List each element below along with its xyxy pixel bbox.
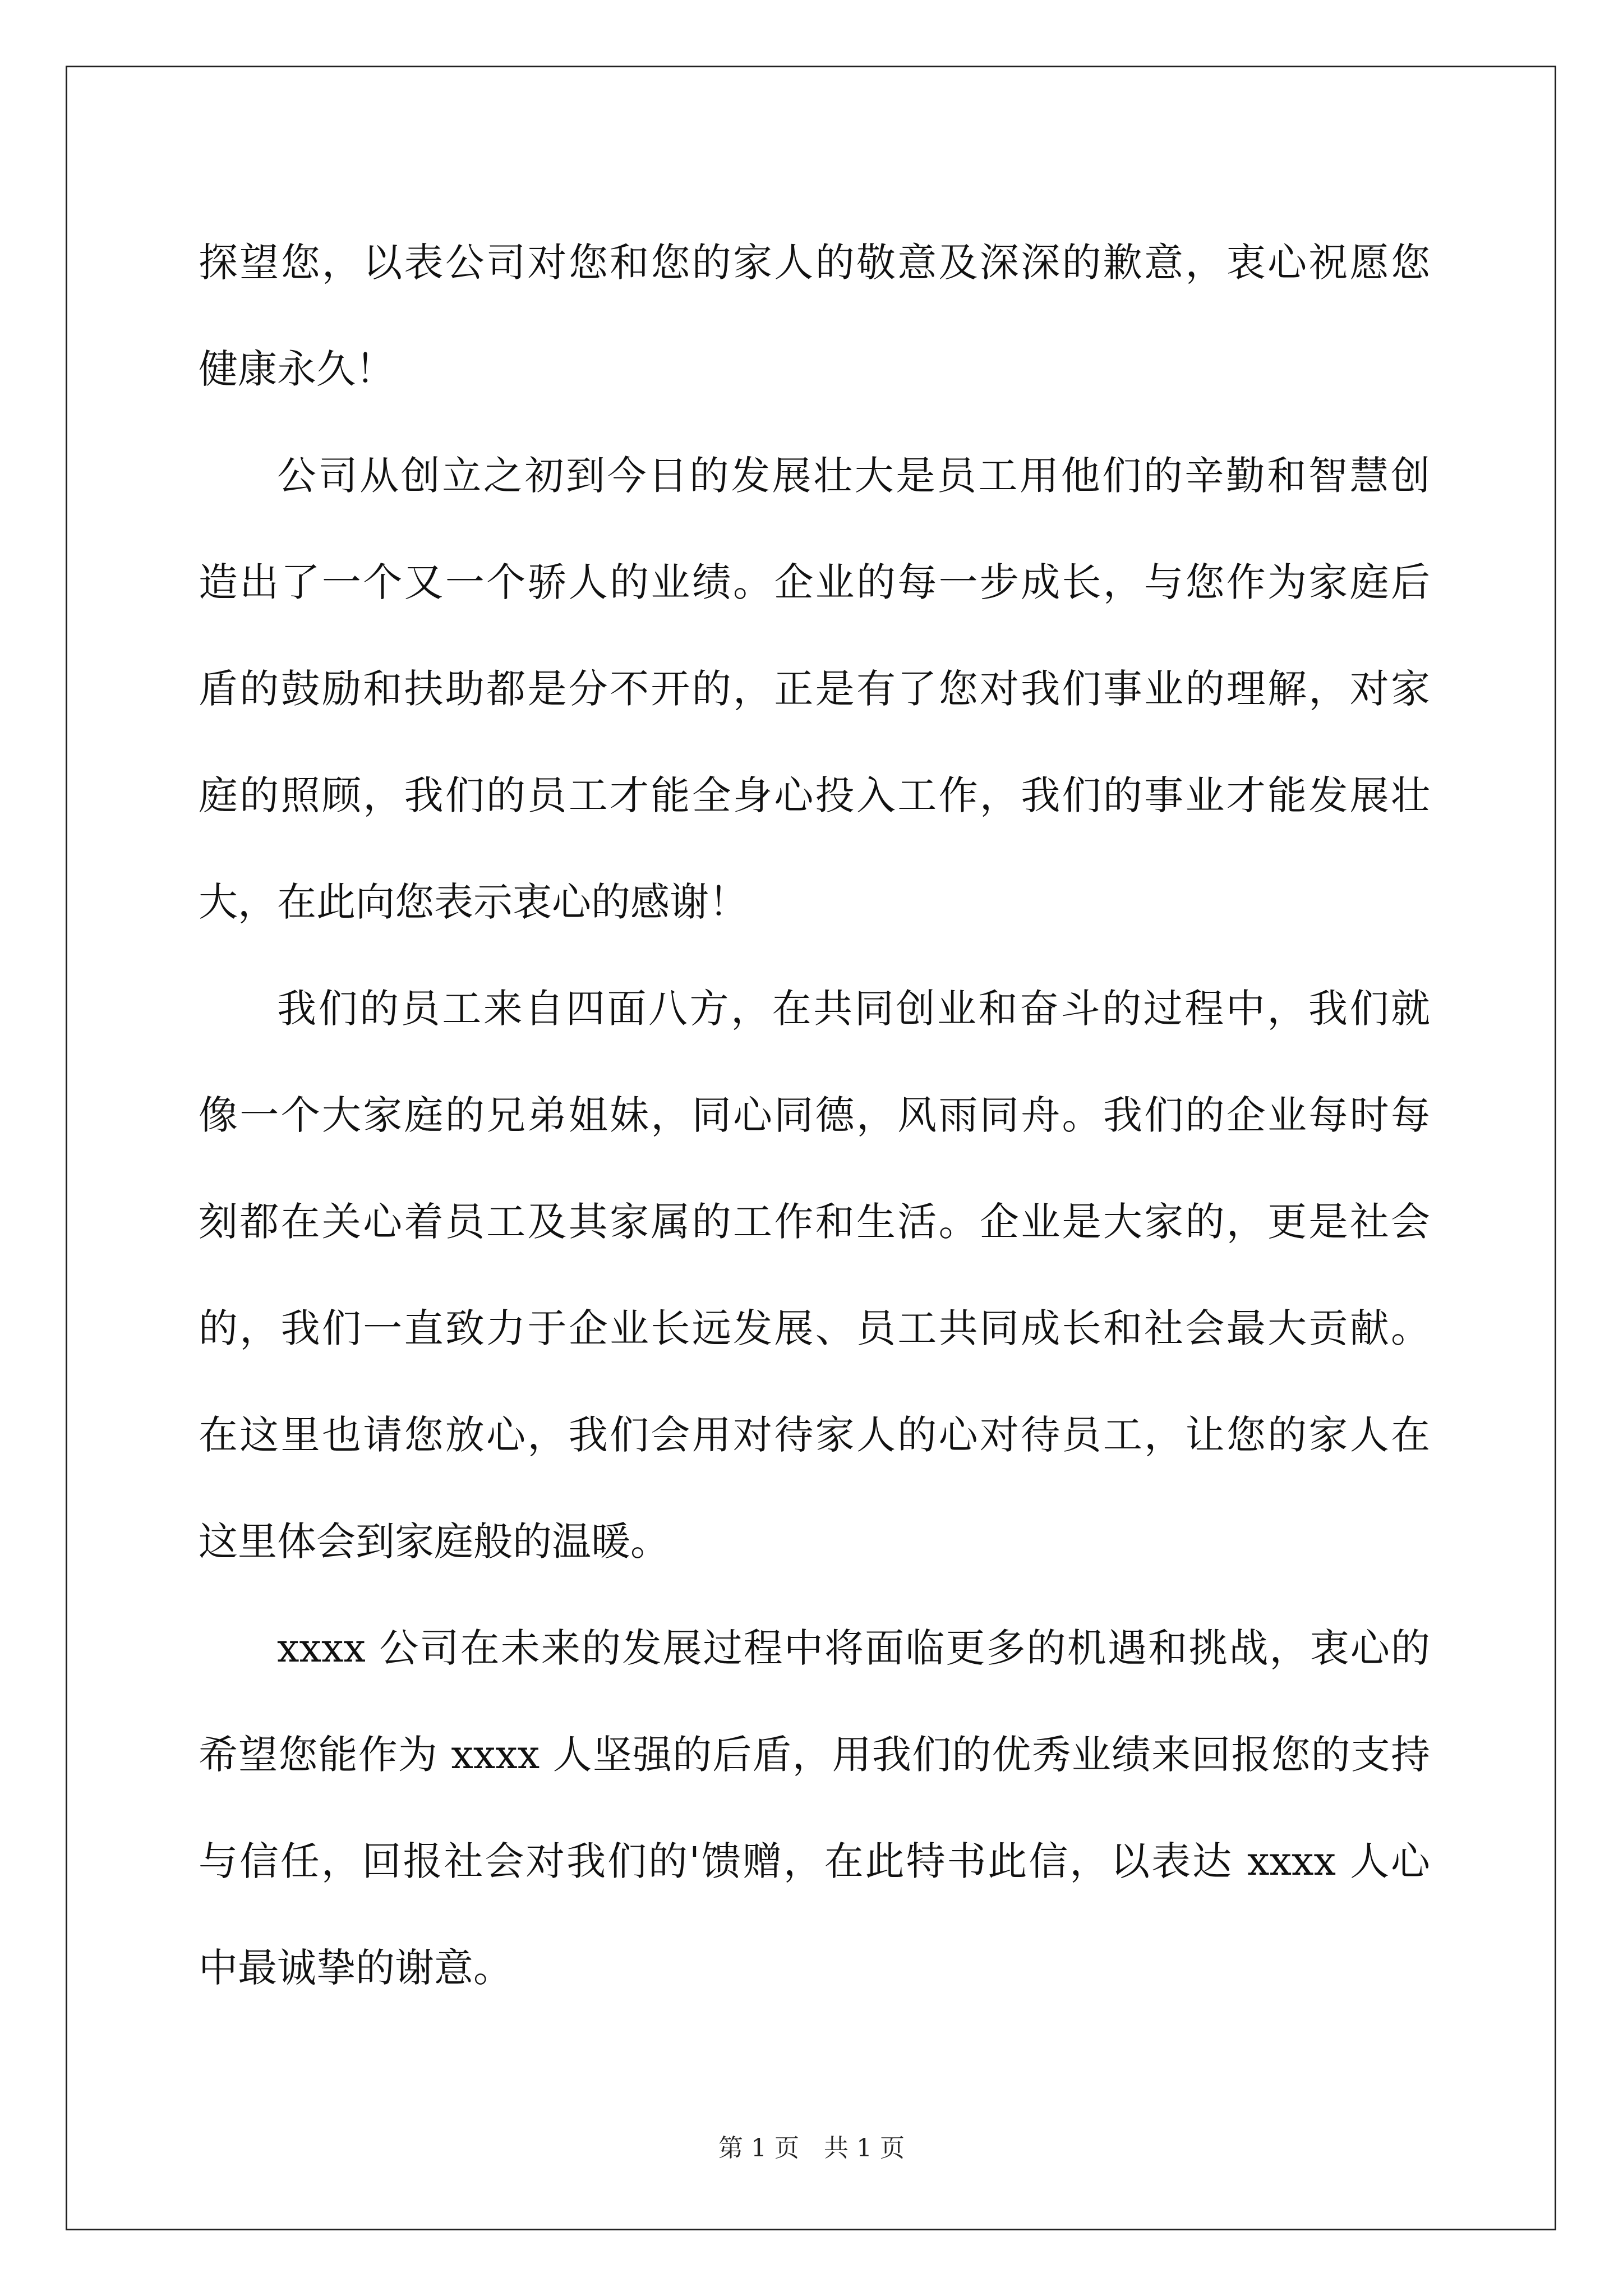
page-number-current: 第 1 页 <box>718 2134 799 2162</box>
text-line: 中最诚挚的谢意。 <box>199 1945 513 1991</box>
text-line: 造出了一个又一个骄人的业绩。企业的每一步成长，与您作为家庭后 <box>199 559 1430 605</box>
text-line: 大，在此向您表示衷心的感谢！ <box>199 879 748 925</box>
page-footer <box>0 2132 1623 2165</box>
text-line: 的，我们一直致力于企业长远发展、员工共同成长和社会最大贡献。 <box>199 1305 1430 1351</box>
text-line: 这里体会到家庭般的温暖。 <box>199 1519 670 1565</box>
text-line: 刻都在关心着员工及其家属的工作和生活。企业是大家的，更是社会 <box>199 1199 1430 1245</box>
text-line: 与信任，回报社会对我们的'馈赠，在此特书此信，以表达 xxxx 人心 <box>199 1838 1430 1884</box>
text-line: 健康永久！ <box>199 346 395 392</box>
text-line: 盾的鼓励和扶助都是分不开的，正是有了您对我们事业的理解，对家 <box>199 666 1430 712</box>
text-line: 探望您，以表公司对您和您的家人的敬意及深深的歉意，衷心祝愿您 <box>199 240 1430 286</box>
text-line: 在这里也请您放心，我们会用对待家人的心对待员工，让您的家人在 <box>199 1412 1430 1458</box>
text-line: 希望您能作为 xxxx 人坚强的后盾，用我们的优秀业绩来回报您的支持 <box>199 1732 1430 1778</box>
text-line: 我们的员工来自四面八方，在共同创业和奋斗的过程中，我们就 <box>277 986 1430 1032</box>
text-line: xxxx 公司在未来的发展过程中将面临更多的机遇和挑战，衷心的 <box>277 1625 1430 1671</box>
text-line: 庭的照顾，我们的员工才能全身心投入工作，我们的事业才能发展壮 <box>199 772 1430 818</box>
page-number-total: 共 1 页 <box>824 2134 905 2162</box>
text-line: 像一个大家庭的兄弟姐妹，同心同德，风雨同舟。我们的企业每时每 <box>199 1092 1430 1138</box>
text-line: 公司从创立之初到今日的发展壮大是员工用他们的辛勤和智慧创 <box>277 453 1430 499</box>
letter-body <box>199 209 1430 2021</box>
